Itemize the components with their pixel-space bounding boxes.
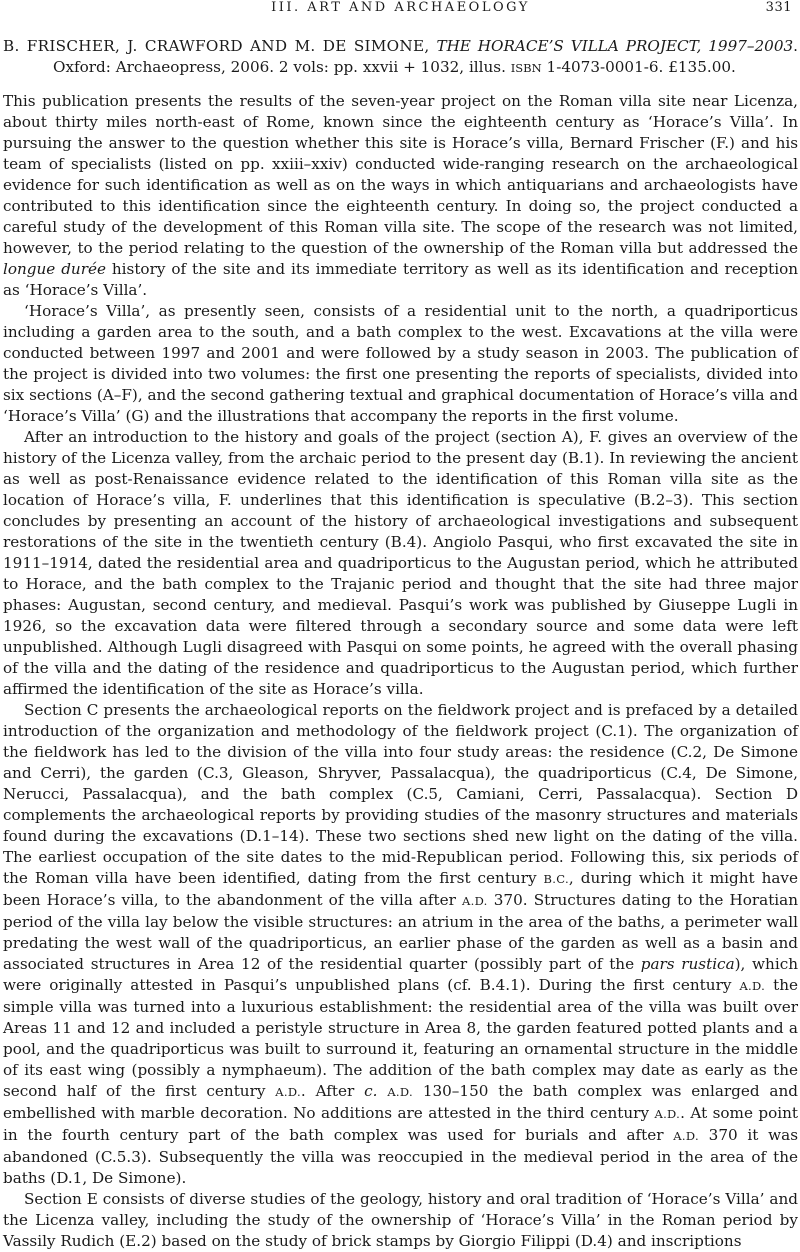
running-head-section: III. ART AND ARCHAEOLOGY <box>271 0 530 15</box>
paragraph-1-text-a: This publication presents the results of the seven-year project on the Roman villa site near Licenza, about thirty miles north-east of Rome, known since the eighteenth century as ‘Horace’s Villa’. In pursuing the answer to the question whether this site is Horace’s villa, Bernard Frischer (F.) and his team of specialists (listed on pp. xxiii–xxiv) conducted wide-ranging research on the archaeological evidence for such identification as well as on the ways in which antiquarians and archaeologists have contributed to this identification since the eighteenth century. In doing so, the project conducted a careful study of the development of this Roman villa site. The scope of the research was not limited, however, to the period relating to the question of the ownership of the Roman villa but addressed the <box>3 92 798 257</box>
paragraph-4-text-b: , during which it might have been Horace’s villa, to the abandonment of the villa after <box>3 869 798 909</box>
review-citation <box>3 36 798 79</box>
era-abbrev: A.D. <box>275 1085 301 1099</box>
paragraph-4-text-g <box>377 1082 387 1100</box>
paragraph-4-text-i: . At some point in the fourth century part of the bath complex was used for burials and after <box>3 1104 798 1144</box>
running-head <box>3 0 798 24</box>
citation-price: £135.00. <box>668 58 736 76</box>
citation-title: THE HORACE’S VILLA PROJECT, 1997–2003 <box>436 37 794 55</box>
paragraph-1 <box>3 91 798 301</box>
citation-isbn-label: ISBN <box>510 61 542 75</box>
paragraph-1-text-b: history of the site and its immediate territory as well as its identification and reception as ‘Horace’s Villa’. <box>3 260 798 299</box>
era-abbrev: A.D. <box>462 894 488 908</box>
citation-authors: B. FRISCHER, J. CRAWFORD AND M. DE SIMONE, <box>3 37 430 55</box>
paragraph-4-italic-circa: c. <box>364 1082 378 1100</box>
paragraph-4-text-j: 370 it was abandoned (C.5.3). Subsequently the villa was reoccupied in the medieval period in the area of the baths (D.1, De Simone). <box>3 1126 798 1187</box>
paragraph-4-text-d: ), which were originally attested in Pasqui’s unpublished plans (cf. B.4.1). During the first century <box>3 955 798 994</box>
era-abbrev: A.D. <box>739 979 766 993</box>
citation-isbn: 1-4073-0001-6. <box>546 58 664 76</box>
paragraph-4 <box>3 700 798 1189</box>
paragraph-5: Section E consists of diverse studies of the geology, history and oral tradition of ‘Horace’s Villa’ and the Licenza valley, including the study of the ownership of ‘Horace’s Villa’ in the Roman period by Vassily Rudich (E.2) based on the study of brick stamps by Giorgio Filippi (D.4) and inscriptions <box>3 1190 798 1250</box>
era-abbrev: A.D. <box>654 1107 681 1121</box>
page-number: 331 <box>765 0 792 15</box>
paragraph-1-italic: longue durée <box>3 260 106 278</box>
era-abbrev: A.D. <box>387 1085 413 1099</box>
paragraph-4-text-f: . After <box>300 1082 365 1100</box>
paragraph-4-italic-term: pars rustica <box>640 955 735 973</box>
era-abbrev: B.C. <box>543 872 569 886</box>
citation-publisher: . Oxford: Archaeopress, 2006. 2 vols: pp. xxvii + 1032, illus. <box>53 37 798 76</box>
paragraph-4-text-h: 130–150 the bath complex was enlarged and embellished with marble decoration. No additions are attested in the third century <box>3 1082 798 1122</box>
paragraph-4-text-c: 370. Structures dating to the Horatian period of the villa lay below the visible structures: an atrium in the area of the baths, a perimeter wall predating the west wall of the quadriporticus, an earlier phase of the garden as well as a basin and associated structures in Area 12 of the residential quarter (possibly part of the <box>3 891 799 973</box>
paragraph-3: After an introduction to the history and goals of the project (section A), F. gives an overview of the history of the Licenza valley, from the archaic period to the present day (B.1). In reviewing the ancient as well as post-Renaissance evidence related to the identification of this Roman villa site as the location of Horace’s villa, F. underlines that this identification is speculative (B.2–3). This section concludes by presenting an account of the history of archaeological investigations and subsequent restorations of the site in the twentieth century (B.4). Angiolo Pasqui, who first excavated the site in 1911–1914, dated the residential area and quadriporticus to the Augustan period, which he attributed to Horace, and the bath complex to the Trajanic period and thought that the site had three major phases: Augustan, second century, and medieval. Pasqui’s work was published by Giuseppe Lugli in 1926, so the excavation data were filtered through a secondary source and some data were left unpublished. Although Lugli disagreed with Pasqui on some points, he agreed with the overall phasing of the villa and the dating of the residence and quadriporticus to the Augustan period, which further affirmed the identification of the site as Horace’s villa. <box>3 428 798 698</box>
paragraph-4-text-e: the simple villa was turned into a luxurious establishment: the residential area of the villa was built over Areas 11 and 12 and included a peristyle structure in Area 8, the garden featured potted plants and a pool, and the quadriporticus was built to surround it, featuring an ornamental structure in the middle of its east wing (possibly a nymphaeum). The addition of the bath complex may date as early as the second half of the first century <box>3 976 798 1100</box>
era-abbrev: A.D. <box>673 1129 699 1143</box>
paragraph-4-text-a: Section C presents the archaeological reports on the fieldwork project and is prefaced by a detailed introduction of the organization and methodology of the fieldwork project (C.1). The organization of the fieldwork has led to the division of the villa into four study areas: the residence (C.2, De Simone and Cerri), the garden (C.3, Gleason, Shryver, Passalacqua), the quadriporticus (C.4, De Simone, Nerucci, Passalacqua), and the bath complex (C.5, Camiani, Cerri, Passalacqua). Section D complements the archaeological reports by providing studies of the masonry structures and materials found during the excavations (D.1–14). These two sections shed new light on the dating of the villa. The earliest occupation of the site dates to the mid-Republican period. Following this, six periods of the Roman villa have been identified, dating from the first century <box>3 701 798 887</box>
review-body <box>3 91 798 1252</box>
paragraph-2: ‘Horace’s Villa’, as presently seen, consists of a residential unit to the north, a quadriporticus including a garden area to the south, and a bath complex to the west. Excavations at the villa were conducted between 1997 and 2001 and were followed by a study season in 2003. The publication of the project is divided into two volumes: the first one presenting the reports of specialists, divided into six sections (A–F), and the second gathering textual and graphical documentation of Horace’s villa and ‘Horace’s Villa’ (G) and the illustrations that accompany the reports in the first volume. <box>3 302 798 425</box>
